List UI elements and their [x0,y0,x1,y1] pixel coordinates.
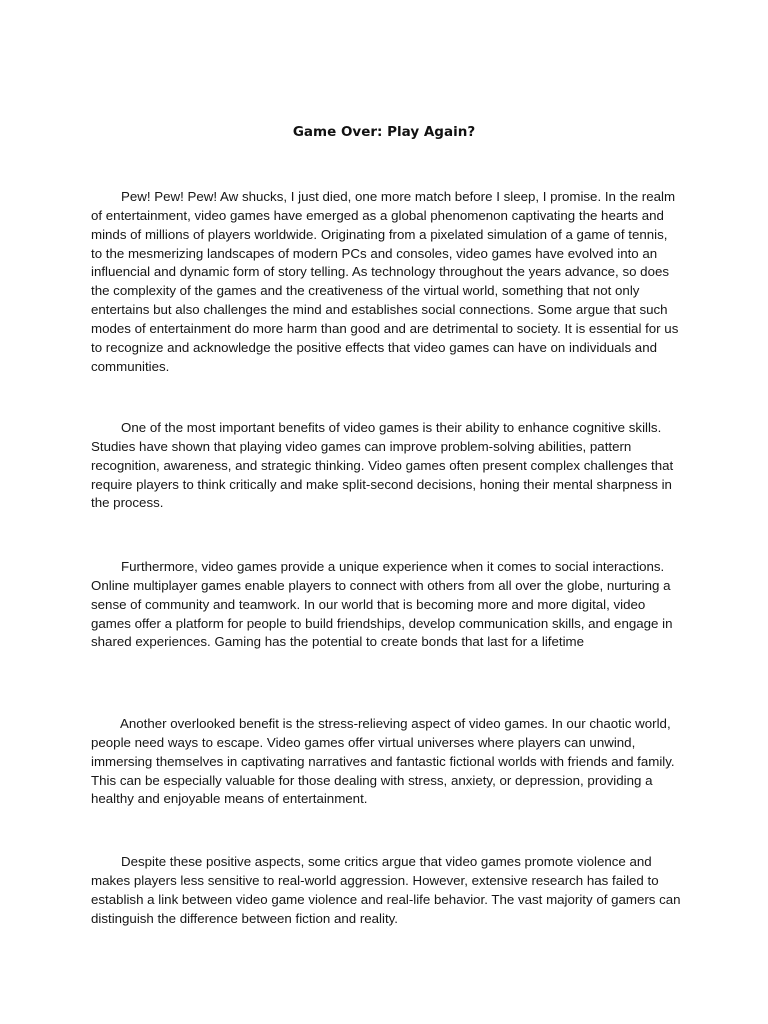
paragraph-social-interactions: Furthermore, video games provide a unique experience when it comes to social interactions. Online multiplayer games enable players to connect with others from all over the globe, nurturing a sense of community and teamwork. In our world that is becoming more and more digital, video games offer a platform for people to build friendships, develop communication skills, and engage in shared experiences. Gaming has the potential to create bonds that last for a lifetime [91,559,673,650]
paragraph-counterargument: Despite these positive aspects, some critics argue that video games promote violence and makes players less sensitive to real-world aggression. However, extensive research has failed to establish a link between video game violence and real-life behavior. The vast majority of gamers can distinguish the difference between fiction and reality. [91,854,681,926]
document-title: Game Over: Play Again? [292,124,476,140]
paragraph-cognitive-skills: One of the most important benefits of video games is their ability to enhance cognitive skills. Studies have shown that playing video games can improve problem-solving abilities, pattern recognition, awareness, and strategic thinking. Video games often present complex challenges that require players to think critically and make split-second decisions, honing their mental sharpness in the process. [91,420,674,511]
paragraph-stress-relief: Another overlooked benefit is the stress-relieving aspect of video games. In our chaotic world, people need ways to escape. Video games offer virtual universes where players can unwind, immersing themselves in captivating narratives and fantastic fictional worlds with friends and family. This can be especially valuable for those dealing with stress, anxiety, or depression, providing a healthy and enjoyable means of entertainment. [91,716,675,807]
paragraph-intro: Pew! Pew! Pew! Aw shucks, I just died, one more match before I sleep, I promise. In the realm of entertainment, video games have emerged as a global phenomenon captivating the hearts and minds of millions of players worldwide. Originating from a pixelated simulation of a game of tennis, to the mesmerizing landscapes of modern PCs and consoles, video games have evolved into an influencial and dynamic form of story telling. As technology throughout the years advance, so does the complexity of the games and the creativeness of the virtual world, something that not only entertains but also challenges the mind and establishes social connections. Some argue that such modes of entertainment do more harm than good and are detrimental to society. It is essential for us to recognize and acknowledge the positive effects that video games can have on individuals and communities. [91,189,679,374]
